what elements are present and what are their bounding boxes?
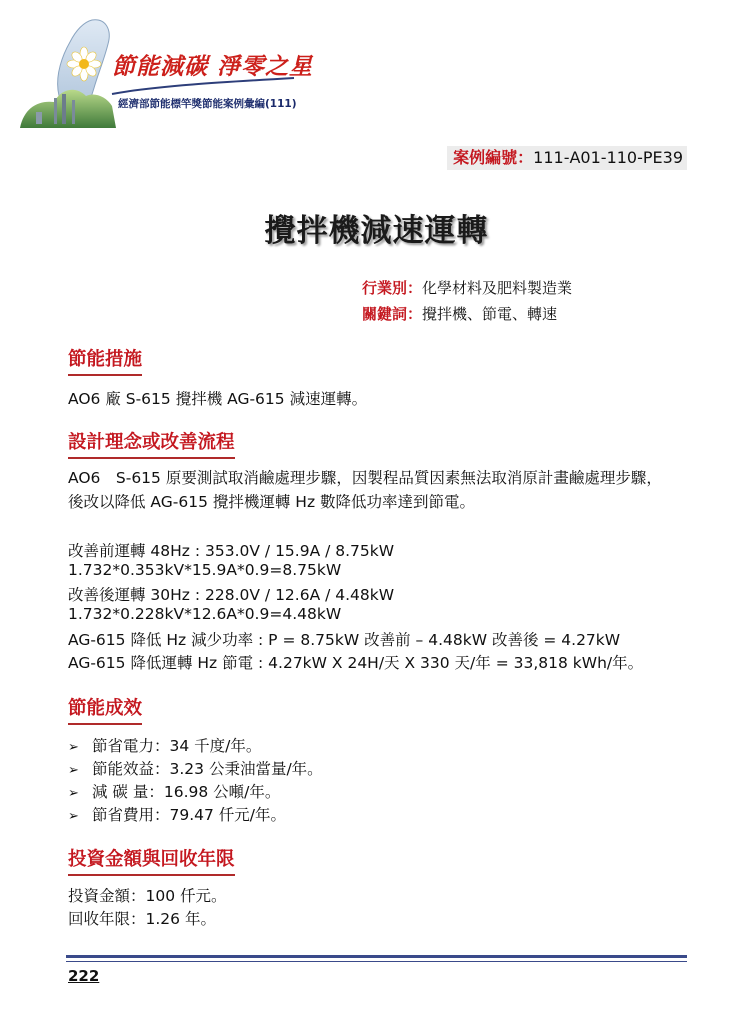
- design-line: AG-615 降低運轉 Hz 節電 : 4.27kW X 24H/天 X 330 天/年 = 33,818 kWh/年。: [68, 654, 644, 672]
- section-heading-design: 設計理念或改善流程: [68, 428, 235, 459]
- result-item-text: 減 碳 量：16.98 公噸/年。: [92, 783, 281, 801]
- design-line: 1.732*0.353kV*15.9A*0.9=8.75kW: [68, 561, 342, 579]
- result-item: [68, 757, 323, 779]
- section-heading-results: 節能成效: [68, 694, 142, 725]
- header-title: 節能減碳 淨零之星: [112, 53, 314, 80]
- investment-line: 回收年限：1.26 年。: [68, 910, 216, 928]
- section-heading-measures: 節能措施: [68, 345, 142, 376]
- result-item: [68, 780, 280, 802]
- case-number-label: 案例編號：: [453, 148, 534, 167]
- keywords-line: [362, 303, 557, 324]
- result-item: [68, 803, 286, 825]
- keywords-value: 攪拌機、節電、轉速: [422, 305, 558, 323]
- footer-rule: [66, 955, 687, 958]
- arrow-bullet-icon: ➢: [68, 809, 79, 824]
- case-number-value: 111-A01-110-PE39: [533, 148, 683, 167]
- industry-line: [362, 277, 572, 298]
- industry-value: 化學材料及肥料製造業: [422, 279, 573, 297]
- measures-text: AO6 廠 S-615 攪拌機 AG-615 減速運轉。: [68, 390, 368, 408]
- arrow-bullet-icon: ➢: [68, 786, 79, 801]
- footer-rule-thin: [66, 961, 687, 962]
- section-heading-investment: 投資金額與回收年限: [68, 845, 235, 876]
- result-item: [68, 734, 261, 756]
- result-item-text: 節能效益：3.23 公秉油當量/年。: [92, 760, 323, 778]
- page-title: 攪拌機減速運轉: [264, 213, 489, 249]
- design-line: AO6 S-615 原要測試取消鹼處理步驟，因製程品質因素無法取消原計畫鹼處理步驟，: [68, 469, 662, 487]
- result-item-text: 節省電力：34 千度/年。: [92, 737, 262, 755]
- investment-line: 投資金額：100 仟元。: [68, 887, 227, 905]
- design-line: 改善前運轉 48Hz : 353.0V / 15.9A / 8.75kW: [68, 542, 395, 560]
- industry-label: 行業別：: [362, 279, 423, 297]
- arrow-bullet-icon: ➢: [68, 740, 79, 755]
- result-item-text: 節省費用：79.47 仟元/年。: [92, 806, 287, 824]
- header-subtitle: 經濟部節能標竿獎節能案例彙編(111): [118, 98, 297, 110]
- design-line: 改善後運轉 30Hz : 228.0V / 12.6A / 4.48kW: [68, 586, 395, 604]
- design-line: 1.732*0.228kV*12.6A*0.9=4.48kW: [68, 605, 342, 623]
- page-number: 222: [68, 967, 100, 985]
- keywords-label: 關鍵詞：: [362, 305, 423, 323]
- design-line: AG-615 降低 Hz 減少功率 : P = 8.75kW 改善前 – 4.48kW 改善後 = 4.27kW: [68, 631, 621, 649]
- design-line: 後改以降低 AG-615 攪拌機運轉 Hz 數降低功率達到節電。: [68, 493, 476, 511]
- case-number: [447, 146, 687, 170]
- arrow-bullet-icon: ➢: [68, 763, 79, 778]
